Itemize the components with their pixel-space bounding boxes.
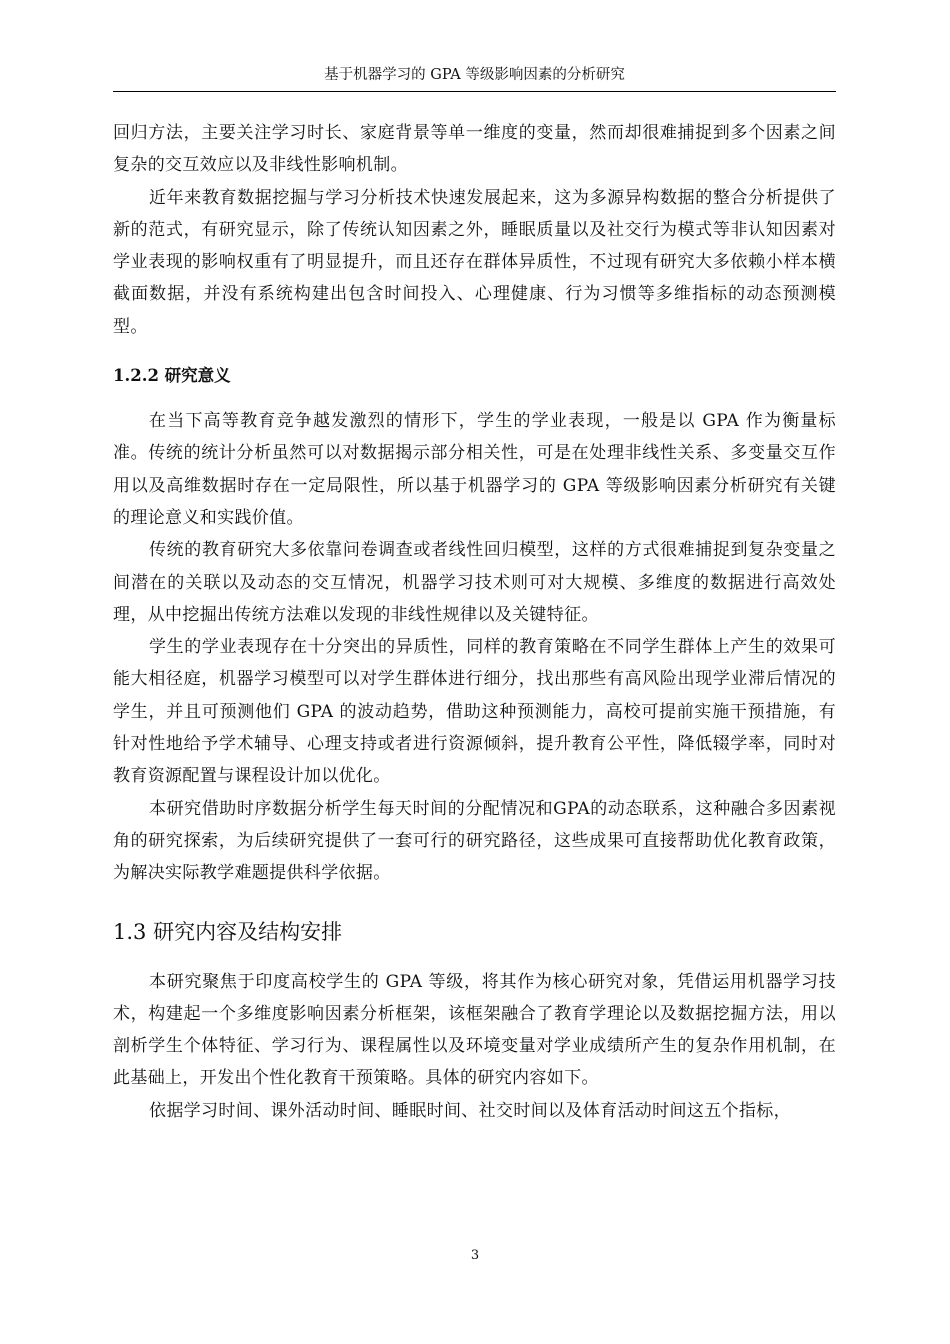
header-rule bbox=[113, 91, 836, 92]
paragraph: 依据学习时间、课外活动时间、睡眠时间、社交时间以及体育活动时间这五个指标， bbox=[149, 1100, 791, 1121]
section-heading-1-2-2: 1.2.2 研究意义 bbox=[113, 366, 231, 386]
paragraph: 传统的教育研究大多依靠问卷调查或者线性回归模型，这样的方式很难捕捉到复杂变量之间潜在的关联以及动态的交互情况，机器学习技术则可对大规模、多维度的数据进行高效处理，从中挖掘出传统方法难以发现的非线性规律以及关键特征。 bbox=[113, 540, 836, 625]
paragraph: 在当下高等教育竞争越发激烈的情形下，学生的学业表现，一般是以 GPA 作为衡量标准。传统的统计分析虽然可以对数据揭示部分相关性，可是在处理非线性关系、多变量交互作用以及高维数据时存在一定局限性，所以基于机器学习的 GPA 等级影响因素分析研究有关键的理论意义和实践价值。 bbox=[113, 411, 836, 528]
page-number: 3 bbox=[470, 1248, 480, 1263]
paragraph: 学生的学业表现存在十分突出的异质性，同样的教育策略在不同学生群体上产生的效果可能大相径庭，机器学习模型可以对学生群体进行细分，找出那些有高风险出现学业滞后情况的学生，并且可预测他们 GPA 的波动趋势，借助这种预测能力，高校可提前实施干预措施，有针对性地给予学术辅导、心理支持或者进行资源倾斜，提升教育公平性，降低辍学率，同时对教育资源配置与课程设计加以优化。 bbox=[113, 637, 836, 787]
paragraph: 近年来教育数据挖掘与学习分析技术快速发展起来，这为多源异构数据的整合分析提供了新的范式，有研究显示，除了传统认知因素之外，睡眠质量以及社交行为模式等非认知因素对学业表现的影响权重有了明显提升，而且还存在群体异质性，不过现有研究大多依赖小样本横截面数据，并没有系统构建出包含时间投入、心理健康、行为习惯等多维指标的动态预测模型。 bbox=[113, 187, 836, 337]
running-header: 基于机器学习的 GPA 等级影响因素的分析研究 bbox=[324, 67, 625, 83]
paragraph: 本研究聚焦于印度高校学生的 GPA 等级，将其作为核心研究对象，凭借运用机器学习技术，构建起一个多维度影响因素分析框架，该框架融合了教育学理论以及数据挖掘方法，用以剖析学生个体特征、学习行为、课程属性以及环境变量对学业成绩所产生的复杂作用机制，在此基础上，开发出个性化教育干预策略。具体的研究内容如下。 bbox=[113, 971, 836, 1089]
section-heading-1-3: 1.3 研究内容及结构安排 bbox=[113, 919, 343, 944]
page-body bbox=[113, 117, 836, 1127]
paragraph: 本研究借助时序数据分析学生每天时间的分配情况和GPA的动态联系，这种融合多因素视角的研究探索，为后续研究提供了一套可行的研究路径，这些成果可直接帮助优化教育政策，为解决实际教学难题提供科学依据。 bbox=[113, 798, 836, 884]
paragraph-continuation: 回归方法，主要关注学习时长、家庭背景等单一维度的变量，然而却很难捕捉到多个因素之间复杂的交互效应以及非线性影响机制。 bbox=[113, 123, 836, 176]
